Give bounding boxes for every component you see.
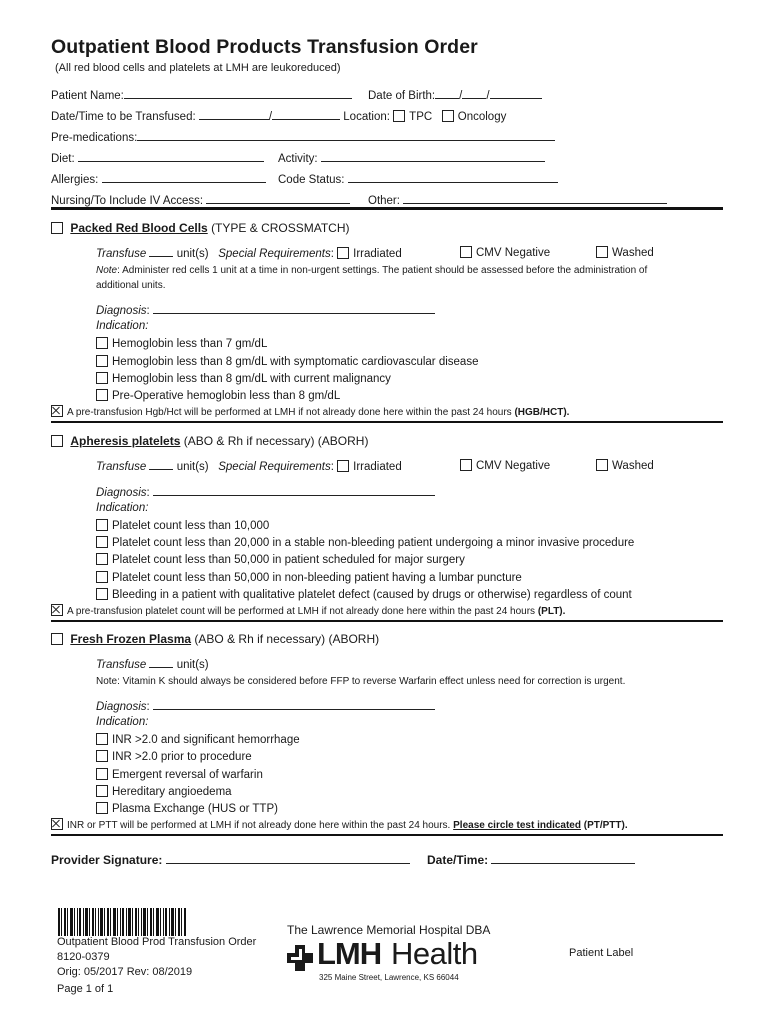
- prbc-title-suffix: (TYPE & CROSSMATCH): [211, 221, 350, 235]
- premeds-label: Pre-medications:: [51, 132, 138, 144]
- prbc-pretest-text: A pre-transfusion Hgb/Hct will be performed at LMH if not already done here within the past 24 hours: [67, 407, 512, 418]
- list-item: [96, 372, 391, 385]
- prbc-units-label: unit(s): [176, 248, 209, 260]
- list-item: [96, 750, 252, 763]
- prbc-title: Packed Red Blood Cells: [70, 221, 208, 235]
- platelets-indication-text: Platelet count less than 20,000 in a stable non-bleeding patient undergoing a minor invasive procedure: [112, 537, 635, 549]
- prbc-irradiated-label: Irradiated: [353, 248, 402, 260]
- ffp-pretest-code: (PT/PTT).: [583, 820, 628, 831]
- page-number: Page 1 of 1: [57, 983, 114, 995]
- prbc-indication-checkbox[interactable]: [96, 372, 108, 384]
- signature-datetime-label: Date/Time:: [427, 853, 489, 867]
- prbc-indication-text: Pre-Operative hemoglobin less than 8 gm/dL: [112, 390, 341, 402]
- nursing-label: Nursing/To Include IV Access:: [51, 195, 204, 207]
- patient-name-label: Patient Name:: [51, 90, 124, 102]
- provider-signature-row: [51, 853, 410, 867]
- prbc-indication-checkbox[interactable]: [96, 355, 108, 367]
- ffp-title: Fresh Frozen Plasma: [70, 632, 192, 646]
- prbc-diagnosis-label: Diagnosis: [96, 305, 147, 317]
- platelets-transfuse-row: Transfuse unit(s) Special Requirements: Irradiated: [96, 461, 402, 473]
- form-revision: Orig: 05/2017 Rev: 08/2019: [57, 966, 193, 978]
- prbc-indication-checkbox[interactable]: [96, 337, 108, 349]
- dob-year-field[interactable]: [490, 88, 542, 99]
- platelets-checkbox[interactable]: [51, 435, 63, 447]
- ffp-indication-text: Plasma Exchange (HUS or TTP): [112, 803, 278, 815]
- platelets-header: [51, 434, 368, 448]
- other-label: Other:: [368, 195, 400, 207]
- transfuse-datetime-row: Date/Time to be Transfused: / Location: TPC Oncology: [51, 111, 507, 123]
- prbc-indication-text: Hemoglobin less than 7 gm/dL: [112, 338, 268, 350]
- ffp-units-label: unit(s): [176, 659, 209, 671]
- prbc-note-line1: [96, 265, 647, 276]
- prbc-washed-row: [596, 246, 654, 259]
- platelets-indication-text: Platelet count less than 50,000 in patient scheduled for major surgery: [112, 554, 465, 566]
- form-subtitle: (All red blood cells and platelets at LMH are leukoreduced): [55, 62, 341, 74]
- barcode-icon: [58, 908, 186, 936]
- nursing-row: [51, 193, 350, 207]
- ffp-indication-checkbox[interactable]: [96, 785, 108, 797]
- platelets-pretest-row: [51, 604, 565, 617]
- signature-datetime-row: [427, 853, 635, 867]
- prbc-cmv-label: CMV Negative: [476, 247, 551, 259]
- ffp-checkbox[interactable]: [51, 633, 63, 645]
- premeds-row: [51, 130, 555, 144]
- dob-day-field[interactable]: [462, 88, 486, 99]
- section-divider: [51, 421, 723, 423]
- ffp-pretest-instruction: Please circle test indicated: [453, 820, 581, 831]
- platelets-indication-label: Indication: [96, 502, 146, 514]
- patient-name-field[interactable]: [124, 88, 352, 99]
- prbc-cmv-row: [460, 246, 550, 259]
- ffp-note: Note: Vitamin K should always be considered before FFP to reverse Warfarin effect unless need for correction is urgent.: [96, 676, 626, 687]
- prbc-washed-label: Washed: [612, 247, 654, 259]
- code-status-row: [278, 172, 558, 186]
- platelets-indication-checkbox[interactable]: [96, 536, 108, 548]
- list-item: [96, 571, 522, 584]
- platelets-indication-checkbox[interactable]: [96, 519, 108, 531]
- platelets-indication-text: Platelet count less than 50,000 in non-bleeding patient having a lumbar puncture: [112, 572, 522, 584]
- ffp-indication-text: Emergent reversal of warfarin: [112, 769, 263, 781]
- ffp-indication-text: INR >2.0 and significant hemorrhage: [112, 734, 300, 746]
- activity-field[interactable]: [321, 151, 545, 162]
- prbc-pretest-checkbox[interactable]: [51, 405, 63, 417]
- platelets-diagnosis-row: Diagnosis:: [96, 485, 435, 499]
- section-divider: [51, 620, 723, 622]
- prbc-transfuse-row: Transfuse unit(s) Special Requirements: Irradiated: [96, 248, 402, 260]
- prbc-note-text: : Administer red cells 1 unit at a time in non-urgent settings. The patient should be assessed before the administration of: [117, 265, 648, 276]
- ffp-header: [51, 632, 379, 646]
- list-item: [96, 536, 634, 549]
- prbc-units-field[interactable]: [149, 246, 173, 257]
- platelets-indication-row: Indication:: [96, 502, 149, 514]
- ffp-transfuse-label: Transfuse: [96, 659, 147, 671]
- hospital-address: 325 Maine Street, Lawrence, KS 66044: [319, 973, 459, 982]
- ffp-indication-checkbox[interactable]: [96, 768, 108, 780]
- activity-label: Activity:: [278, 153, 318, 165]
- platelets-pretest-checkbox[interactable]: [51, 604, 63, 616]
- platelets-washed-row: [596, 459, 654, 472]
- form-title: Outpatient Blood Products Transfusion Order: [51, 36, 478, 58]
- list-item: [96, 588, 632, 601]
- list-item: [96, 553, 465, 566]
- ffp-indication-label: Indication: [96, 716, 146, 728]
- list-item: [96, 802, 278, 815]
- prbc-checkbox[interactable]: [51, 222, 63, 234]
- ffp-units-field[interactable]: [149, 657, 173, 668]
- logo-health-text: Health: [391, 936, 478, 971]
- code-status-label: Code Status:: [278, 174, 345, 186]
- platelets-irradiated-label: Irradiated: [353, 461, 402, 473]
- prbc-irradiated-checkbox[interactable]: [337, 247, 349, 259]
- prbc-note-label: Note: [96, 265, 118, 276]
- prbc-pretest-row: [51, 405, 569, 418]
- nursing-field[interactable]: [206, 193, 350, 204]
- list-item: [96, 768, 263, 781]
- ffp-transfuse-row: [96, 657, 209, 671]
- location-oncology-label: Oncology: [457, 111, 507, 123]
- platelets-cmv-label: CMV Negative: [476, 460, 551, 472]
- signature-datetime-field[interactable]: [491, 853, 635, 864]
- list-item: [96, 389, 340, 402]
- section-divider: [51, 207, 723, 210]
- allergies-label: Allergies:: [51, 174, 99, 186]
- diet-field[interactable]: [78, 151, 264, 162]
- list-item: [96, 337, 267, 350]
- prbc-indication-row: Indication:: [96, 320, 149, 332]
- platelets-cmv-row: [460, 459, 550, 472]
- platelets-irradiated-checkbox[interactable]: [337, 460, 349, 472]
- form-name: Outpatient Blood Prod Transfusion Order: [57, 936, 257, 948]
- prbc-diagnosis-field[interactable]: [153, 303, 435, 314]
- allergies-row: [51, 172, 266, 186]
- ffp-indication-checkbox[interactable]: [96, 733, 108, 745]
- platelets-pretest-text: A pre-transfusion platelet count will be performed at LMH if not already done here within the past 24 hours: [67, 606, 536, 617]
- ffp-diagnosis-label: Diagnosis: [96, 701, 147, 713]
- logo-lmh-text: LMH: [317, 936, 382, 971]
- diet-row: [51, 151, 264, 165]
- prbc-washed-checkbox[interactable]: [596, 246, 608, 258]
- list-item: [96, 733, 300, 746]
- ffp-indication-text: Hereditary angioedema: [112, 786, 232, 798]
- provider-signature-field[interactable]: [166, 853, 410, 864]
- transfuse-datetime-label: Date/Time to be Transfused:: [51, 111, 196, 123]
- ffp-indication-checkbox[interactable]: [96, 802, 108, 814]
- platelets-units-field[interactable]: [149, 459, 173, 470]
- ffp-indication-checkbox[interactable]: [96, 750, 108, 762]
- patient-name-row: [51, 88, 352, 102]
- prbc-note-line2: additional units.: [96, 280, 166, 291]
- platelets-indication-text: Bleeding in a patient with qualitative platelet defect (caused by drugs or otherwise) regardless of count: [112, 589, 632, 601]
- ffp-pretest-text: INR or PTT will be performed at LMH if not already done here within the past 24 hours.: [67, 820, 451, 831]
- premeds-field[interactable]: [137, 130, 555, 141]
- platelets-special-label: Special Requirements: [218, 461, 331, 473]
- transfuse-date-field[interactable]: [199, 109, 269, 120]
- lmh-cross-icon: [285, 943, 315, 973]
- prbc-indication-label: Indication: [96, 320, 146, 332]
- provider-signature-label: Provider Signature:: [51, 853, 163, 867]
- platelets-indication-checkbox[interactable]: [96, 588, 108, 600]
- platelets-indication-checkbox[interactable]: [96, 571, 108, 583]
- platelets-indication-text: Platelet count less than 10,000: [112, 520, 270, 532]
- dob-label: Date of Birth:: [368, 90, 436, 102]
- location-label: Location:: [343, 111, 390, 123]
- platelets-diagnosis-label: Diagnosis: [96, 487, 147, 499]
- activity-row: [278, 151, 545, 165]
- code-status-field[interactable]: [348, 172, 558, 183]
- platelets-units-label: unit(s): [176, 461, 209, 473]
- prbc-pretest-code: (HGB/HCT).: [514, 407, 570, 418]
- platelets-title: Apheresis platelets: [70, 434, 181, 448]
- location-oncology-checkbox[interactable]: [442, 110, 454, 122]
- location-tpc-label: TPC: [409, 111, 433, 123]
- ffp-diagnosis-row: Diagnosis:: [96, 699, 435, 713]
- prbc-indication-checkbox[interactable]: [96, 389, 108, 401]
- dob-row: Date of Birth: / /: [368, 88, 542, 102]
- ffp-indication-row: Indication:: [96, 716, 149, 728]
- platelets-washed-label: Washed: [612, 460, 654, 472]
- prbc-transfuse-label: Transfuse: [96, 248, 147, 260]
- ffp-pretest-row: [51, 818, 628, 831]
- section-divider: [51, 834, 723, 836]
- form-number: 8120-0379: [57, 951, 110, 963]
- other-field[interactable]: [403, 193, 667, 204]
- list-item: [96, 785, 232, 798]
- prbc-special-label: Special Requirements: [218, 248, 331, 260]
- platelets-washed-checkbox[interactable]: [596, 459, 608, 471]
- platelets-title-suffix: (ABO & Rh if necessary) (ABORH): [183, 434, 369, 448]
- prbc-indication-text: Hemoglobin less than 8 gm/dL with current malignancy: [112, 373, 391, 385]
- platelets-transfuse-label: Transfuse: [96, 461, 147, 473]
- ffp-title-suffix: (ABO & Rh if necessary) (ABORH): [194, 632, 380, 646]
- patient-label-area: Patient Label: [569, 947, 634, 959]
- diet-label: Diet:: [51, 153, 75, 165]
- prbc-header: [51, 221, 350, 235]
- platelets-cmv-checkbox[interactable]: [460, 459, 472, 471]
- ffp-indication-text: INR >2.0 prior to procedure: [112, 751, 252, 763]
- prbc-indication-text: Hemoglobin less than 8 gm/dL with symptomatic cardiovascular disease: [112, 356, 479, 368]
- platelets-diagnosis-field[interactable]: [153, 485, 435, 496]
- ffp-pretest-checkbox[interactable]: [51, 818, 63, 830]
- platelets-indication-checkbox[interactable]: [96, 553, 108, 565]
- platelets-pretest-code: (PLT).: [537, 606, 566, 617]
- allergies-field[interactable]: [102, 172, 266, 183]
- other-row: [368, 193, 667, 207]
- prbc-cmv-checkbox[interactable]: [460, 246, 472, 258]
- list-item: [96, 519, 269, 532]
- list-item: [96, 355, 478, 368]
- ffp-diagnosis-field[interactable]: [153, 699, 435, 710]
- location-tpc-checkbox[interactable]: [393, 110, 405, 122]
- hospital-dba: The Lawrence Memorial Hospital DBA: [287, 923, 491, 937]
- prbc-diagnosis-row: Diagnosis:: [96, 303, 435, 317]
- transfuse-time-field[interactable]: [272, 109, 340, 120]
- dob-month-field[interactable]: [435, 88, 459, 99]
